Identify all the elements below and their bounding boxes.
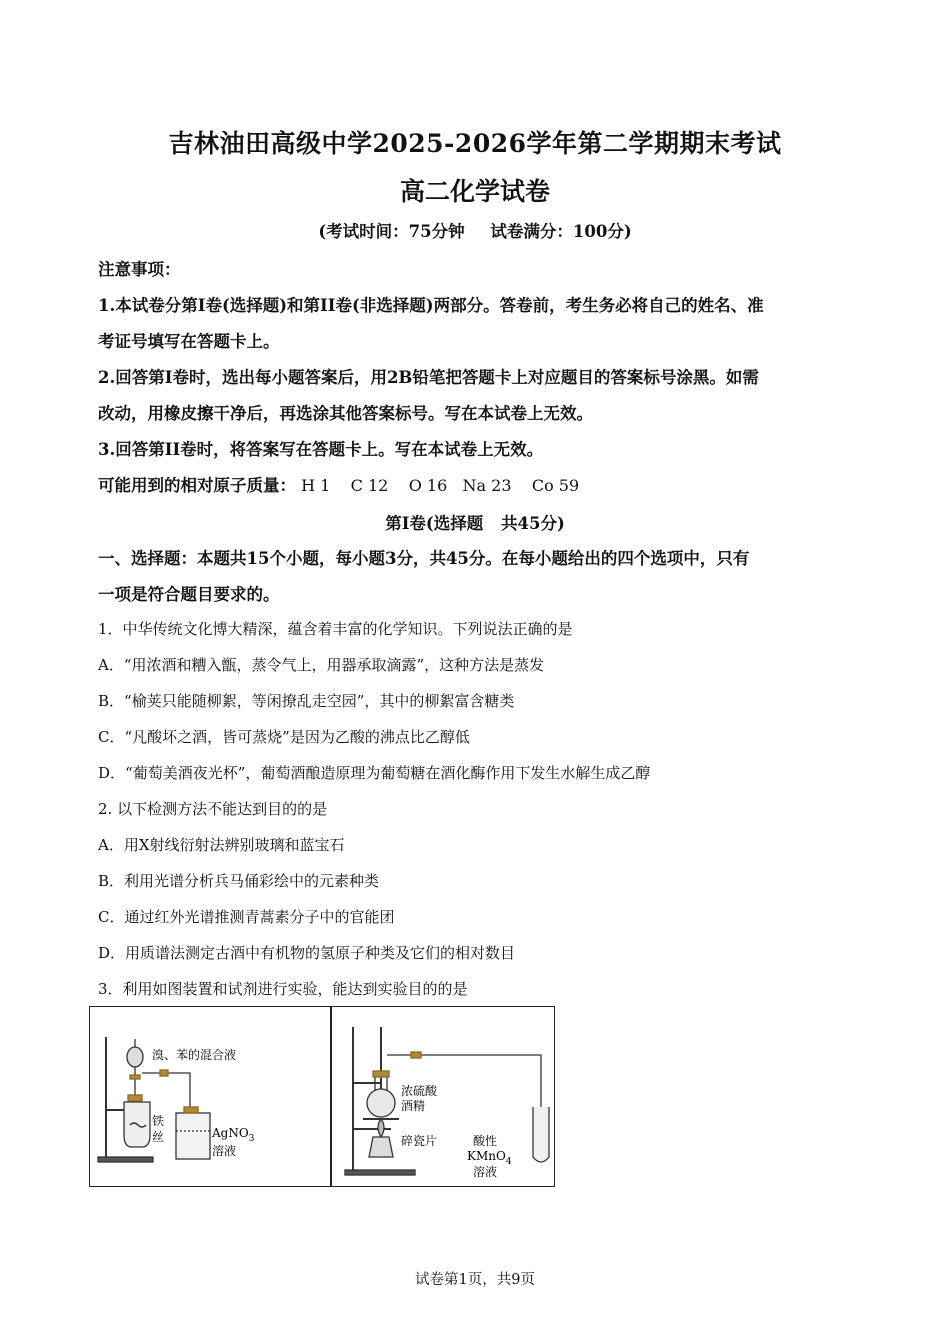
q2-option-c: C．通过红外光谱推测青蒿素分子中的官能团 — [98, 908, 395, 926]
q1-option-a: A．“用浓酒和糟入甑，蒸令气上，用器承取滴露”，这种方法是蒸发 — [98, 656, 545, 674]
label-conc-acid: 浓硫酸 — [401, 1084, 438, 1098]
notice-item2-line2: 改动，用橡皮擦干净后，再选涂其他答案标号。写在本试卷上无效。 — [98, 404, 593, 423]
notice-heading: 注意事项： — [98, 260, 181, 279]
q3-figure — [89, 1006, 555, 1187]
section-heading-part2: 共45分) — [501, 514, 565, 533]
section-instruction-line1: 一、选择题：本题共15个小题，每小题3分，共45分。在每小题给出的四个选项中，只有 — [98, 549, 750, 568]
label-iron-2: 丝 — [152, 1130, 165, 1144]
page-footer: 试卷第1页，共9页 — [415, 1272, 535, 1288]
label-acidic: 酸性 — [473, 1134, 498, 1148]
label-alcohol: 酒精 — [401, 1099, 426, 1113]
notice-item1-line1: 1.本试卷分第I卷(选择题)和第II卷(非选择题)两部分。答卷前，考生务必将自己的姓名、准 — [98, 296, 764, 315]
exam-info — [0, 218, 950, 242]
label-kmno4-solution: 溶液 — [473, 1165, 498, 1179]
exam-time: (考试时间：75分钟 — [318, 222, 465, 241]
bromination-apparatus — [90, 1007, 330, 1185]
label-porcelain-chips: 碎瓷片 — [401, 1134, 438, 1148]
label-mixture: 溴、苯的混合液 — [152, 1048, 237, 1062]
notice-item2-line1: 2.回答第I卷时，选出每小题答案后，用2B铅笔把答题卡上对应题目的答案标号涂黑。如需 — [98, 368, 759, 387]
atomic-mass-label: 可能用到的相对原子质量： — [98, 476, 296, 495]
q1-option-d: D．“葡萄美酒夜光杯”，葡萄酒酿造原理为葡萄糖在酒化酶作用下发生水解生成乙醇 — [98, 764, 651, 782]
q2-stem: 2. 以下检测方法不能达到目的的是 — [98, 800, 328, 818]
ethylene-apparatus — [331, 1007, 555, 1185]
q3-stem: 3．利用如图装置和试剂进行实验，能达到实验目的的是 — [98, 980, 468, 998]
full-score: 试卷满分：100分) — [490, 222, 632, 241]
label-agno3-solution: 溶液 — [212, 1144, 237, 1158]
notice-item3: 3.回答第II卷时，将答案写在答题卡上。写在本试卷上无效。 — [98, 440, 544, 459]
q1-option-b: B．“榆荚只能随柳絮，等闲撩乱走空园”，其中的柳絮富含糖类 — [98, 692, 515, 710]
atomic-mass-line — [98, 472, 579, 496]
q1-stem: 1．中华传统文化博大精深，蕴含着丰富的化学知识。下列说法正确的是 — [98, 620, 573, 638]
exam-subtitle: 高二化学试卷 — [399, 177, 550, 206]
q2-option-b: B．利用光谱分析兵马俑彩绘中的元素种类 — [98, 872, 380, 890]
label-iron-1: 铁 — [152, 1114, 165, 1128]
q1-option-c: C．“凡酸坏之酒，皆可蒸烧”是因为乙酸的沸点比乙醇低 — [98, 728, 470, 746]
atomic-mass-values: H 1 C 12 O 16 Na 23 Co 59 — [301, 476, 580, 495]
section-heading-part1: 第I卷(选择题 — [385, 514, 484, 533]
notice-item1-line2: 考证号填写在答题卡上。 — [98, 332, 280, 351]
label-kmno4: KMnO$_4$ — [467, 1149, 512, 1167]
exam-title: 吉林油田高级中学2025-2026学年第二学期期末考试 — [168, 129, 782, 158]
q2-option-d: D．用质谱法测定古酒中有机物的氢原子种类及它们的相对数目 — [98, 944, 516, 962]
label-agno3: AgNO$_3$ — [212, 1126, 255, 1144]
q2-option-a: A．用X射线衍射法辨别玻璃和蓝宝石 — [98, 836, 345, 854]
section-heading — [0, 510, 950, 534]
section-instruction-line2: 一项是符合题目要求的。 — [98, 585, 280, 604]
